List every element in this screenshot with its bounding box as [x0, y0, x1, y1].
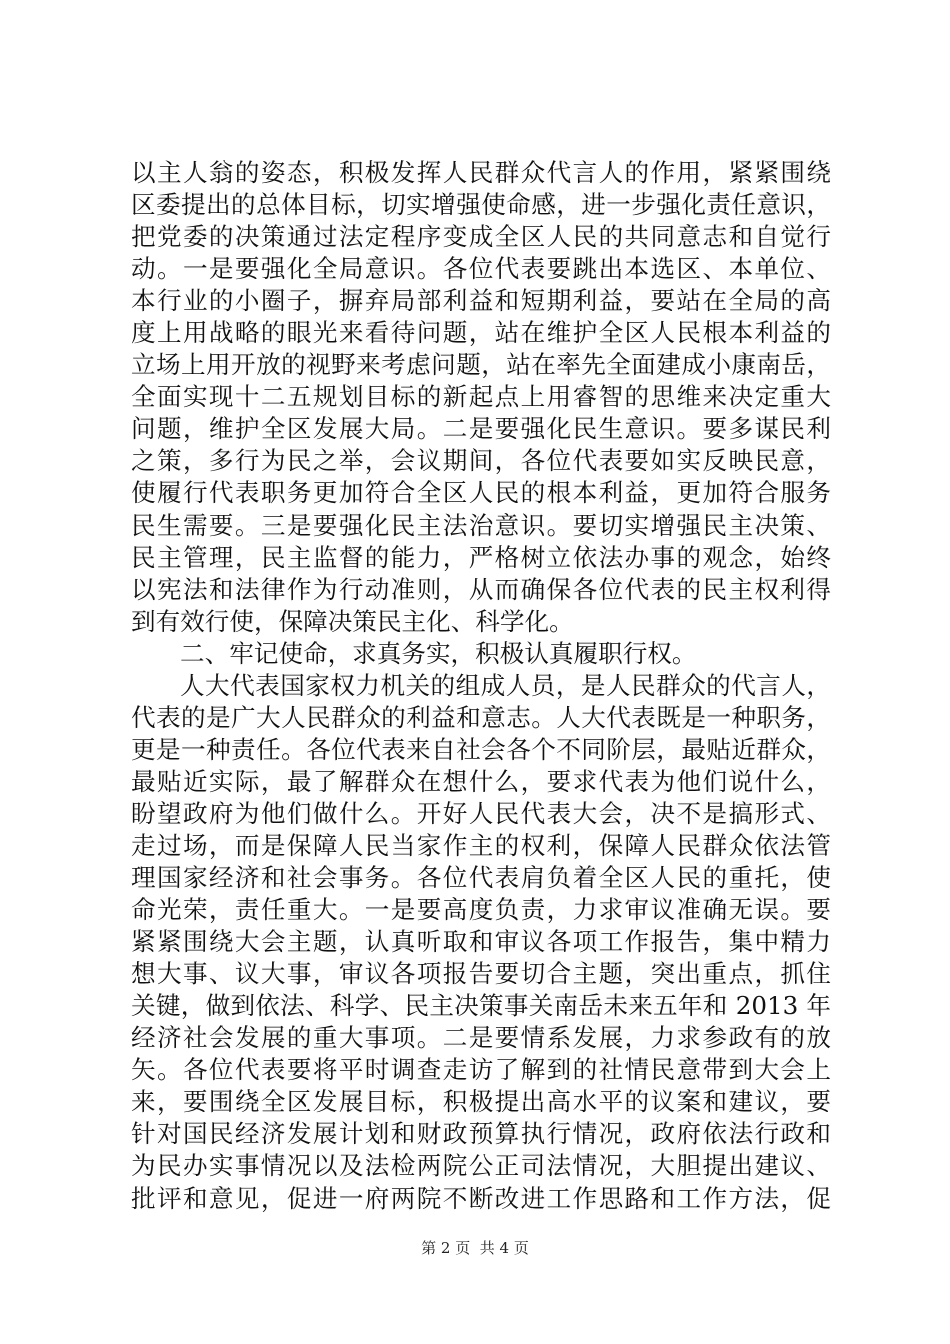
- text-line: 民主管理，民主监督的能力，严格树立依法办事的观念，始终: [131, 542, 831, 572]
- text-line: 为民办实事情况以及法检两院公正司法情况，大胆提出建议、: [131, 1151, 831, 1181]
- text-line: 关键，做到依法、科学、民主决策事关南岳未来五年和 2013 年: [131, 991, 831, 1021]
- text-line: 以宪法和法律作为行动准则，从而确保各位代表的民主权利得: [131, 574, 831, 604]
- text-line: 动。一是要强化全局意识。各位代表要跳出本选区、本单位、: [131, 254, 831, 284]
- text-line: 到有效行使，保障决策民主化、科学化。: [131, 606, 574, 636]
- text-line: 人大代表国家权力机关的组成人员，是人民群众的代言人，: [180, 670, 831, 700]
- text-line: 二、牢记使命，求真务实，积极认真履职行权。: [180, 638, 697, 668]
- page-number-total: 共 4 页: [479, 1239, 529, 1257]
- text-line: 问题，维护全区发展大局。二是要强化民生意识。要多谋民利: [131, 414, 831, 444]
- text-line: 代表的是广大人民群众的利益和意志。人大代表既是一种职务，: [131, 702, 831, 732]
- text-line: 想大事、议大事，审议各项报告要切合主题，突出重点，抓住: [131, 959, 831, 989]
- text-line: 理国家经济和社会事务。各位代表肩负着全区人民的重托，使: [131, 863, 831, 893]
- text-line: 把党委的决策通过法定程序变成全区人民的共同意志和自觉行: [131, 222, 831, 252]
- text-line: 区委提出的总体目标，切实增强使命感，进一步强化责任意识，: [131, 190, 831, 220]
- text-line: 矢。各位代表要将平时调查走访了解到的社情民意带到大会上: [131, 1055, 831, 1085]
- paragraph: [131, 670, 831, 1215]
- paragraph: [131, 157, 831, 638]
- text-line: 之策，多行为民之举，会议期间，各位代表要如实反映民意，: [131, 446, 831, 476]
- text-line: 使履行代表职务更加符合全区人民的根本利益，更加符合服务: [131, 478, 831, 508]
- text-line: 度上用战略的眼光来看待问题，站在维护全区人民根本利益的: [131, 318, 831, 348]
- page-footer: [0, 1238, 950, 1258]
- document-body: [131, 157, 831, 1215]
- text-line: 民生需要。三是要强化民主法治意识。要切实增强民主决策、: [131, 510, 831, 540]
- text-line: 来，要围绕全区发展目标，积极提出高水平的议案和建议，要: [131, 1087, 831, 1117]
- text-line: 全面实现十二五规划目标的新起点上用睿智的思维来决定重大: [131, 382, 831, 412]
- text-line: 针对国民经济发展计划和财政预算执行情况，政府依法行政和: [131, 1119, 831, 1149]
- text-line: 紧紧围绕大会主题，认真听取和审议各项工作报告，集中精力: [131, 927, 831, 957]
- text-line: 走过场，而是保障人民当家作主的权利，保障人民群众依法管: [131, 830, 831, 860]
- text-line: 立场上用开放的视野来考虑问题，站在率先全面建成小康南岳，: [131, 350, 831, 380]
- text-line: 命光荣，责任重大。一是要高度负责，力求审议准确无误。要: [131, 895, 831, 925]
- text-line: 最贴近实际，最了解群众在想什么，要求代表为他们说什么，: [131, 766, 831, 796]
- page-number-current: 第 2 页: [421, 1239, 471, 1257]
- text-line: 以主人翁的姿态，积极发挥人民群众代言人的作用，紧紧围绕: [131, 158, 831, 187]
- paragraph: [131, 638, 831, 670]
- text-line: 批评和意见，促进一府两院不断改进工作思路和工作方法，促: [131, 1183, 831, 1213]
- text-line: 更是一种责任。各位代表来自社会各个不同阶层，最贴近群众，: [131, 734, 831, 764]
- text-line: 经济社会发展的重大事项。二是要情系发展，力求参政有的放: [131, 1023, 831, 1053]
- text-line: 盼望政府为他们做什么。开好人民代表大会，决不是搞形式、: [131, 798, 831, 828]
- text-line: 本行业的小圈子，摒弃局部利益和短期利益，要站在全局的高: [131, 286, 831, 316]
